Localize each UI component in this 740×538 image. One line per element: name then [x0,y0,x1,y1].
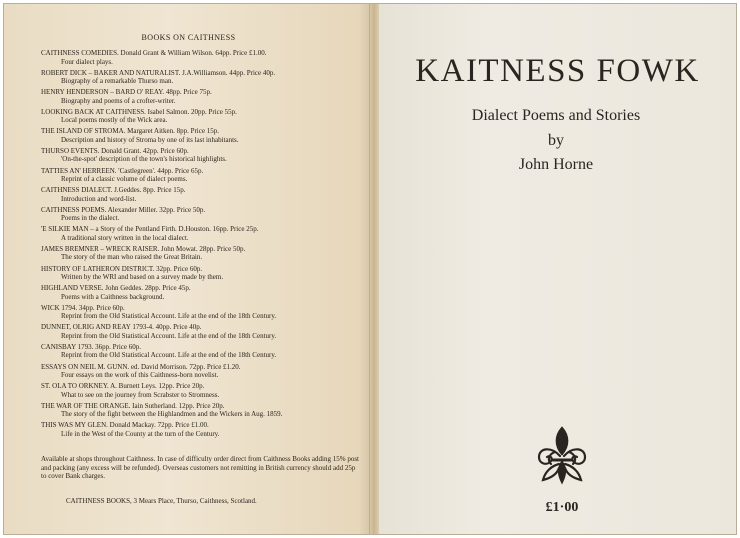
book-list-item [41,304,359,321]
book-list-item [41,186,359,203]
book-entry-description: A traditional story written in the local dialect. [61,233,189,242]
book-entry-title: HISTORY OF LATHERON DISTRICT. 32pp. Price 60p. [41,264,203,273]
book-entry-description: Introduction and word-list. [61,194,137,203]
book-entry-title: ROBERT DICK – BAKER AND NATURALIST. J.A.Williamson. 44pp. Price 40p. [41,68,276,77]
fleur-de-lis-emblem-icon [531,424,593,486]
book-cover-spread [3,3,737,535]
book-list-item [41,108,359,125]
book-list-item [41,49,359,66]
book-entry-description: Poems in the dialect. [61,214,120,223]
book-entry-title: CAITHNESS DIALECT. J.Geddes. 8pp. Price 15p. [41,186,186,195]
book-entry-description: Reprint from the Old Statistical Account. Life at the end of the 18th Century. [61,331,277,340]
book-entry-title: 'E SILKIE MAN – a Story of the Pentland Firth. D.Houston. 16pp. Price 25p. [41,225,259,234]
by-line: by [548,132,564,149]
book-entry-title: ST. OLA TO ORKNEY. A. Burnett Leys. 12pp. Price 20p. [41,382,205,391]
book-list-item [41,363,359,380]
publisher-address: CAITHNESS BOOKS, 3 Mears Place, Thurso, Caithness, Scotland. [66,497,257,505]
book-entry-title: WICK 1794. 34pp. Price 60p. [41,303,125,312]
book-entry-title: ESSAYS ON NEIL M. GUNN. ed. David Morrison. 72pp. Price £1.20. [41,362,241,371]
book-list-item [41,245,359,262]
book-list-item [41,284,359,301]
book-list-item [41,343,359,360]
book-entry-title: THE ISLAND OF STROMA. Margaret Aitken. 8pp. Price 15p. [41,127,219,136]
book-entry-description: 'On-the-spot' description of the town's historical highlights. [61,155,227,164]
book-list-item [41,382,359,399]
book-title: KAITNESS FOWK [415,53,700,89]
book-entry-description: Written by the WRI and based on a survey made by them. [61,273,224,282]
book-entry-title: CAITHNESS COMEDIES. Donald Grant & William Wilson. 64pp. Price £1.00. [41,49,267,57]
book-list-item [41,323,359,340]
book-entry-description: Local poems mostly of the Wick area. [61,116,168,125]
book-entry-description: Biography of a remarkable Thurso man. [61,77,174,86]
book-entry-title: THURSO EVENTS. Donald Grant. 42pp. Price 60p. [41,146,189,155]
book-list-item [41,225,359,242]
book-list-item [41,402,359,419]
book-subtitle: Dialect Poems and Stories [471,107,641,124]
book-entry-title: THE WAR OF THE ORANGE. Iain Sutherland. 12pp. Price 20p. [41,401,225,410]
ordering-note: Available at shops throughout Caithness. In case of difficulty order direct from Caithness Books adding 15% post and packing (any excess will be refunded). Overseas customers not remitting in British currency should add 25p to cover Bank charges. [41,455,359,480]
book-list-item [41,421,359,438]
book-entry-title: JAMES BREMNER – WRECK RAISER. John Mowat. 28pp. Price 50p. [41,244,246,253]
book-entry-title: DUNNET, OLRIG AND REAY 1793-4. 40pp. Price 40p. [41,323,202,332]
book-entry-title: TATTIES AN' HERREEN. 'Castlegreen'. 44pp. Price 65p. [41,166,204,175]
book-list [41,49,359,441]
author-name: John Horne [518,156,594,173]
book-entry-description: Reprint of a classic volume of dialect poems. [61,175,188,184]
book-entry-description: Four essays on the work of this Caithness-born novelist. [61,371,219,379]
book-list-item [41,127,359,144]
book-entry-title: CANISBAY 1793. 36pp. Price 60p. [41,342,142,351]
book-entry-title: HIGHLAND VERSE. John Geddes. 28pp. Price 45p. [41,284,191,293]
book-entry-description: What to see on the journey from Scrabster to Stromness. [61,390,220,399]
book-entry-description: Reprint from the Old Statistical Account. Life at the end of the 18th Century. [61,312,277,321]
book-list-item [41,69,359,86]
book-entry-description: Poems with a Caithness background. [61,292,165,301]
book-entry-description: Reprint from the Old Statistical Account. Life at the end of the 18th Century. [61,351,277,360]
book-list-item [41,167,359,184]
book-list-item [41,265,359,282]
book-entry-title: HENRY HENDERSON – BARD O' REAY. 48pp. Price 75p. [41,88,212,97]
book-entry-description: The story of the fight between the Highlandmen and the Wickers in Aug. 1859. [61,410,283,419]
back-cover-heading: BOOKS ON CAITHNESS [141,33,236,42]
price-label: £1·00 [545,500,579,515]
back-cover [4,4,373,534]
book-entry-description: The story of the man who raised the Great Britain. [61,253,203,262]
book-entry-description: Description and history of Stroma by one of its last inhabitants. [61,135,239,144]
book-list-item [41,88,359,105]
book-entry-title: LOOKING BACK AT CAITHNESS. Isabel Salmon. 20pp. Price 55p. [41,107,237,116]
book-entry-description: Four dialect plays. [61,57,113,66]
book-entry-description: Biography and poems of a crofter-writer. [61,96,176,105]
book-list-item [41,206,359,223]
book-entry-description: Life in the West of the County at the turn of the Century. [61,429,220,438]
book-list-item [41,147,359,164]
book-entry-title: CAITHNESS POEMS. Alexander Miller. 32pp. Price 50p. [41,205,206,214]
front-cover [379,4,736,534]
book-entry-title: THIS WAS MY GLEN. Donald Mackay. 72pp. Price £1.00. [41,421,209,430]
